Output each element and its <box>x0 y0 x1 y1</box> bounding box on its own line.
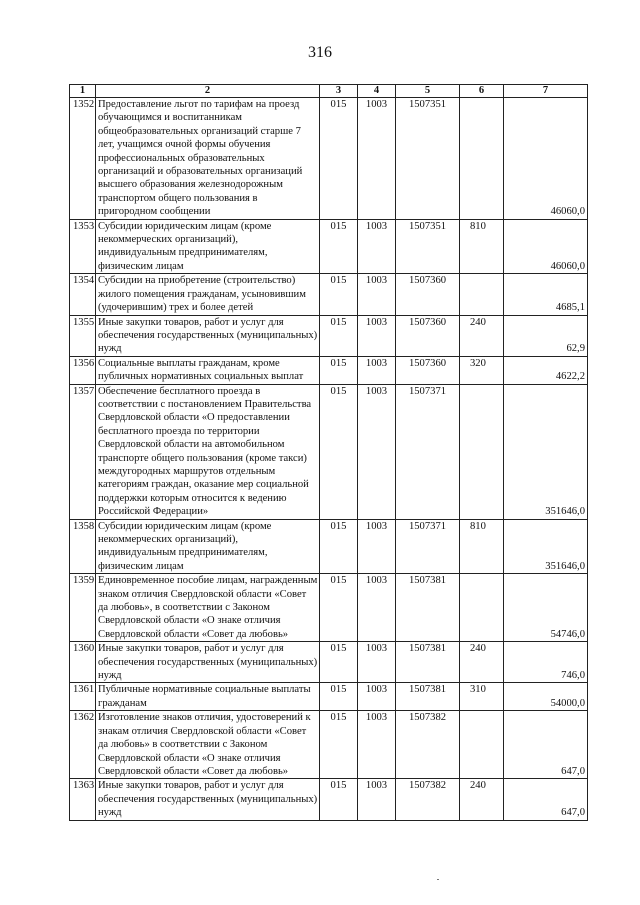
header-col-1: 1 <box>70 85 96 98</box>
row-section-code: 1003 <box>358 711 396 779</box>
row-number: 1360 <box>70 642 96 683</box>
row-ministry-code: 015 <box>320 274 358 315</box>
row-amount: 746,0 <box>504 642 588 683</box>
row-target-code: 1507351 <box>396 98 460 220</box>
row-description: Единовременное пособие лицам, награжденным знаком отличия Свердловской области «Совет да любовь», в соответствии с Законом Свердловской области «О знаке отличия Свердловской области «Совет да любовь» <box>96 574 320 642</box>
row-expense-type-code <box>460 384 504 519</box>
table-row <box>70 779 588 820</box>
table-row <box>70 574 588 642</box>
row-ministry-code: 015 <box>320 642 358 683</box>
table-row <box>70 356 588 384</box>
row-expense-type-code: 240 <box>460 642 504 683</box>
row-ministry-code: 015 <box>320 219 358 274</box>
row-description: Субсидии юридическим лицам (кроме некоммерческих организаций), индивидуальным предпринимателям, физическим лицам <box>96 519 320 574</box>
row-amount: 647,0 <box>504 711 588 779</box>
row-number: 1356 <box>70 356 96 384</box>
table-row <box>70 519 588 574</box>
row-ministry-code: 015 <box>320 779 358 820</box>
row-target-code: 1507381 <box>396 642 460 683</box>
row-number: 1362 <box>70 711 96 779</box>
row-amount: 4685,1 <box>504 274 588 315</box>
row-number: 1357 <box>70 384 96 519</box>
row-number: 1363 <box>70 779 96 820</box>
row-target-code: 1507371 <box>396 519 460 574</box>
table-row <box>70 683 588 711</box>
row-description: Обеспечение бесплатного проезда в соответствии с постановлением Правительства Свердловской области «О предоставлении бесплатного проезда по территории Свердловской области на автомобильном транспорте общего пользования (кроме такси) междугородных маршрутов отдельным категориям граждан, оказание мер социальной поддержки которым относится к ведению Российской Федерации» <box>96 384 320 519</box>
table-header <box>70 85 588 98</box>
row-expense-type-code: 810 <box>460 519 504 574</box>
row-expense-type-code: 310 <box>460 683 504 711</box>
row-target-code: 1507371 <box>396 384 460 519</box>
row-section-code: 1003 <box>358 219 396 274</box>
row-amount: 351646,0 <box>504 519 588 574</box>
row-section-code: 1003 <box>358 98 396 220</box>
table-row <box>70 219 588 274</box>
header-row <box>70 85 588 98</box>
row-ministry-code: 015 <box>320 574 358 642</box>
row-section-code: 1003 <box>358 384 396 519</box>
row-amount: 4622,2 <box>504 356 588 384</box>
header-col-2: 2 <box>96 85 320 98</box>
row-section-code: 1003 <box>358 642 396 683</box>
row-number: 1354 <box>70 274 96 315</box>
row-amount: 54000,0 <box>504 683 588 711</box>
row-section-code: 1003 <box>358 274 396 315</box>
row-description: Иные закупки товаров, работ и услуг для обеспечения государственных (муниципальных) нужд <box>96 642 320 683</box>
header-col-6: 6 <box>460 85 504 98</box>
header-col-5: 5 <box>396 85 460 98</box>
scan-mark <box>437 879 439 880</box>
row-number: 1359 <box>70 574 96 642</box>
header-col-7: 7 <box>504 85 588 98</box>
row-target-code: 1507381 <box>396 683 460 711</box>
row-target-code: 1507360 <box>396 274 460 315</box>
row-ministry-code: 015 <box>320 98 358 220</box>
row-ministry-code: 015 <box>320 519 358 574</box>
row-number: 1361 <box>70 683 96 711</box>
row-amount: 647,0 <box>504 779 588 820</box>
budget-table <box>69 84 588 821</box>
row-expense-type-code: 320 <box>460 356 504 384</box>
row-amount: 46060,0 <box>504 219 588 274</box>
row-amount: 46060,0 <box>504 98 588 220</box>
header-col-3: 3 <box>320 85 358 98</box>
page-number: 316 <box>308 44 332 61</box>
row-expense-type-code: 240 <box>460 315 504 356</box>
row-section-code: 1003 <box>358 683 396 711</box>
table-row <box>70 642 588 683</box>
table-row <box>70 274 588 315</box>
row-section-code: 1003 <box>358 779 396 820</box>
row-expense-type-code <box>460 274 504 315</box>
row-target-code: 1507360 <box>396 356 460 384</box>
table-body <box>70 98 588 821</box>
row-description: Социальные выплаты гражданам, кроме публичных нормативных социальных выплат <box>96 356 320 384</box>
row-expense-type-code: 810 <box>460 219 504 274</box>
row-target-code: 1507382 <box>396 779 460 820</box>
row-ministry-code: 015 <box>320 384 358 519</box>
row-amount: 351646,0 <box>504 384 588 519</box>
row-target-code: 1507351 <box>396 219 460 274</box>
row-section-code: 1003 <box>358 315 396 356</box>
row-expense-type-code: 240 <box>460 779 504 820</box>
table-row <box>70 98 588 220</box>
row-description: Изготовление знаков отличия, удостоверений к знакам отличия Свердловской области «Совет да любовь» в соответствии с Законом Свердловской области «О знаке отличия Свердловской области «Совет да любовь» <box>96 711 320 779</box>
row-section-code: 1003 <box>358 356 396 384</box>
row-ministry-code: 015 <box>320 315 358 356</box>
row-description: Публичные нормативные социальные выплаты гражданам <box>96 683 320 711</box>
row-description: Субсидии юридическим лицам (кроме некоммерческих организаций), индивидуальным предпринимателям, физическим лицам <box>96 219 320 274</box>
row-target-code: 1507360 <box>396 315 460 356</box>
row-amount: 62,9 <box>504 315 588 356</box>
row-section-code: 1003 <box>358 574 396 642</box>
row-number: 1358 <box>70 519 96 574</box>
row-description: Предоставление льгот по тарифам на проезд обучающимся и воспитанникам общеобразовательных организаций старше 7 лет, учащимся очной формы обучения профессиональных образовательных организаций и образовательных организаций высшего образования железнодорожным транспортом общего пользования в пригородном сообщении <box>96 98 320 220</box>
table-row <box>70 384 588 519</box>
table-row <box>70 315 588 356</box>
row-number: 1353 <box>70 219 96 274</box>
row-number: 1352 <box>70 98 96 220</box>
row-number: 1355 <box>70 315 96 356</box>
row-ministry-code: 015 <box>320 356 358 384</box>
row-expense-type-code <box>460 711 504 779</box>
row-amount: 54746,0 <box>504 574 588 642</box>
row-description: Субсидии на приобретение (строительство) жилого помещения гражданам, усыновившим (удочерившим) трех и более детей <box>96 274 320 315</box>
row-target-code: 1507381 <box>396 574 460 642</box>
row-ministry-code: 015 <box>320 683 358 711</box>
header-col-4: 4 <box>358 85 396 98</box>
row-description: Иные закупки товаров, работ и услуг для обеспечения государственных (муниципальных) нужд <box>96 779 320 820</box>
table-row <box>70 711 588 779</box>
row-target-code: 1507382 <box>396 711 460 779</box>
row-expense-type-code <box>460 98 504 220</box>
row-section-code: 1003 <box>358 519 396 574</box>
row-description: Иные закупки товаров, работ и услуг для обеспечения государственных (муниципальных) нужд <box>96 315 320 356</box>
row-expense-type-code <box>460 574 504 642</box>
row-ministry-code: 015 <box>320 711 358 779</box>
